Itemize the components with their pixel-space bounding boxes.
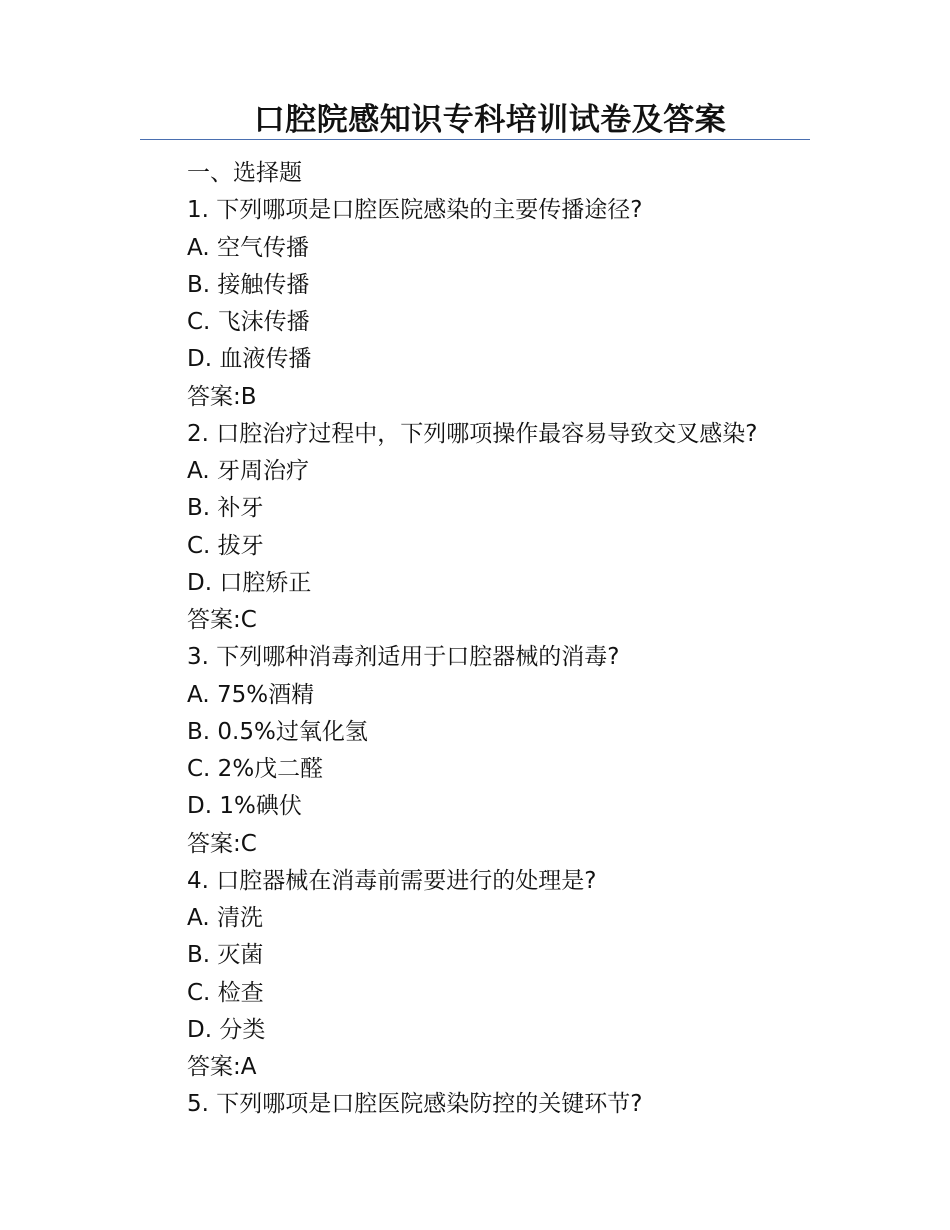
question-stem: 1. 下列哪项是口腔医院感染的主要传播途径? (187, 197, 643, 224)
option-b: B. 接触传播 (187, 271, 310, 298)
answer-line: 答案:A (187, 1054, 257, 1080)
option-c: C. 2%戊二醛 (187, 756, 324, 782)
option-d: D. 分类 (187, 1016, 266, 1043)
question-stem: 2. 口腔治疗过程中，下列哪项操作最容易导致交叉感染? (187, 420, 758, 447)
option-a: A. 牙周治疗 (187, 458, 309, 484)
document-body (187, 155, 827, 1124)
option-a: A. 清洗 (187, 905, 263, 931)
question-stem: 5. 下列哪项是口腔医院感染防控的关键环节? (187, 1091, 643, 1118)
question-1 (187, 192, 827, 416)
option-c: C. 飞沫传播 (187, 309, 310, 335)
question-2 (187, 416, 827, 640)
option-b: B. 灭菌 (187, 942, 264, 969)
question-5 (187, 1086, 827, 1123)
question-stem: 3. 下列哪种消毒剂适用于口腔器械的消毒? (187, 644, 620, 671)
question-stem: 4. 口腔器械在消毒前需要进行的处理是? (187, 867, 597, 894)
answer-line: 答案:C (187, 830, 257, 857)
answer-line: 答案:B (187, 383, 257, 410)
option-b: B. 补牙 (187, 495, 264, 522)
section-heading: 一、选择题 (187, 160, 302, 186)
option-d: D. 1%碘伏 (187, 793, 302, 820)
option-c: C. 拔牙 (187, 532, 264, 559)
question-3 (187, 639, 827, 863)
document-title: 口腔院感知识专科培训试卷及答案 (253, 102, 727, 138)
option-a: A. 75%酒精 (187, 681, 315, 708)
option-d: D. 口腔矫正 (187, 569, 312, 596)
option-c: C. 检查 (187, 979, 264, 1006)
option-b: B. 0.5%过氧化氢 (187, 718, 368, 745)
answer-line: 答案:C (187, 607, 257, 633)
option-a: A. 空气传播 (187, 234, 309, 261)
question-4 (187, 863, 827, 1087)
option-d: D. 血液传播 (187, 346, 312, 373)
title-underline (140, 139, 810, 140)
